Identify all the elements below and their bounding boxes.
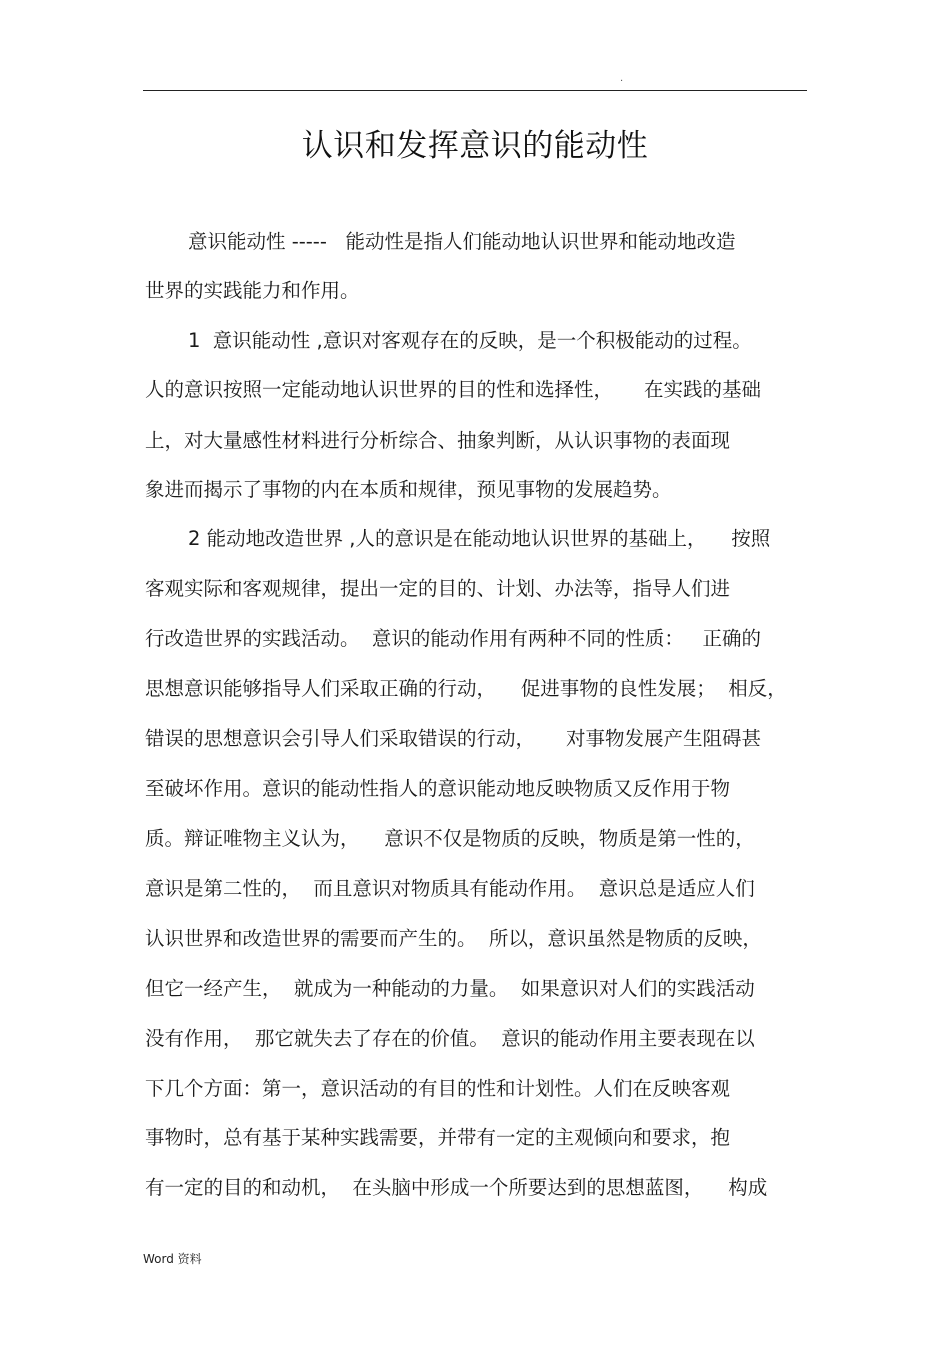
text-line: 世界的实践能力和作用。	[145, 279, 360, 302]
text-line: 质。辩证唯物主义认为， 意识不仅是物质的反映，物质是第一性的，	[145, 827, 755, 850]
text-line: 象进而揭示了事物的内在本质和规律，预见事物的发展趋势。	[145, 478, 672, 501]
text-line: 但它一经产生， 就成为一种能动的力量。 如果意识对人们的实践活动	[145, 977, 755, 1000]
text-line: 至破坏作用。意识的能动性指人的意识能动地反映物质又反作用于物	[145, 777, 731, 800]
text-line: 思想意识能够指导人们采取正确的行动， 促进事物的良性发展； 相反，	[145, 677, 787, 700]
text-line: 意识能动性 ----- 能动性是指人们能动地认识世界和能动地改造	[188, 230, 736, 253]
footer-label: Word 资料	[143, 1252, 202, 1266]
header-rule	[143, 90, 807, 91]
text-line: 没有作用， 那它就失去了存在的价值。 意识的能动作用主要表现在以	[145, 1027, 755, 1050]
text-line: 错误的思想意识会引导人们采取错误的行动， 对事物发展产生阻碍甚	[145, 727, 761, 750]
text-line: 2 能动地改造世界 ,人的意识是在能动地认识世界的基础上， 按照	[188, 527, 771, 550]
document-title: 认识和发挥意识的能动性	[301, 128, 649, 164]
header-mark: .	[620, 73, 624, 84]
text-line: 意识是第二性的， 而且意识对物质具有能动作用。 意识总是适应人们	[145, 877, 755, 900]
text-line: 事物时，总有基于某种实践需要，并带有一定的主观倾向和要求，抱	[145, 1126, 731, 1149]
text-line: 人的意识按照一定能动地认识世界的目的性和选择性， 在实践的基础	[145, 378, 761, 401]
text-line: 客观实际和客观规律，提出一定的目的、计划、办法等，指导人们进	[145, 577, 731, 600]
text-line: 认识世界和改造世界的需要而产生的。 所以，意识虽然是物质的反映，	[145, 927, 762, 950]
text-line: 上，对大量感性材料进行分析综合、抽象判断，从认识事物的表面现	[145, 429, 731, 452]
text-line: 下几个方面：第一，意识活动的有目的性和计划性。人们在反映客观	[145, 1077, 731, 1100]
text-line: 1 意识能动性 ,意识对客观存在的反映，是一个积极能动的过程。	[188, 329, 752, 352]
text-line: 行改造世界的实践活动。 意识的能动作用有两种不同的性质： 正确的	[145, 627, 761, 650]
text-line: 有一定的目的和动机， 在头脑中形成一个所要达到的思想蓝图， 构成	[145, 1176, 768, 1199]
